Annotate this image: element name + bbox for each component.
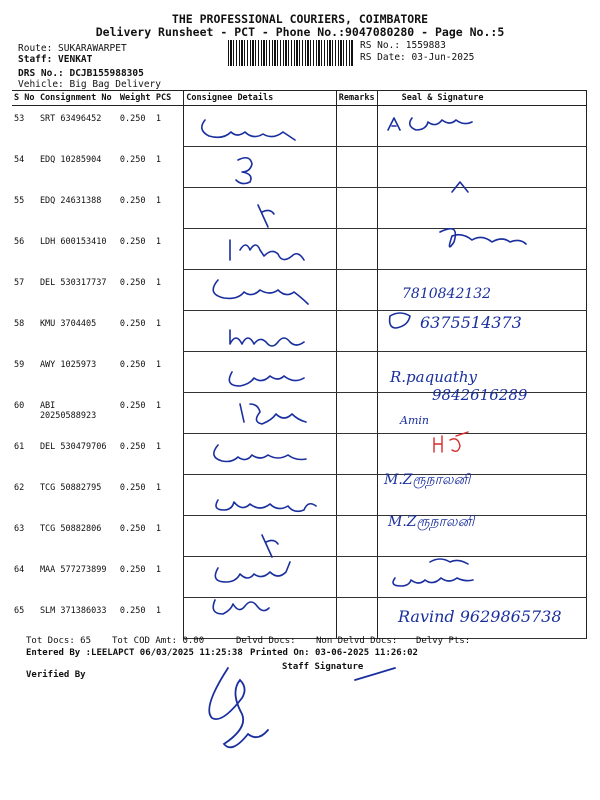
seal-text-63: M.Zரூநாலனி <box>388 514 475 530</box>
consignee-signature-59 <box>229 372 304 386</box>
header-sno: S No <box>12 91 38 106</box>
consignee-signature-60 <box>240 404 306 424</box>
cell-pcs: 1 <box>155 277 161 288</box>
cell-sno: 62 <box>14 482 25 493</box>
seal-signature-58-box <box>390 313 410 328</box>
consignee-signature-63 <box>262 535 278 557</box>
cell-weight: 0.250 <box>119 154 146 165</box>
cell-weight: 0.250 <box>119 482 146 493</box>
cell-sno: 58 <box>14 318 25 329</box>
consignee-signature-54 <box>236 158 252 184</box>
cell-weight: 0.250 <box>119 605 146 616</box>
total-docs: Tot Docs: 65 <box>26 636 92 646</box>
cell-pcs: 1 <box>155 441 161 452</box>
cell-sno: 55 <box>14 195 25 206</box>
cell-pcs: 1 <box>155 195 161 206</box>
cell-pcs: 1 <box>155 318 161 329</box>
seal-text-59-phone: 9842616289 <box>432 386 528 404</box>
cell-sno: 57 <box>14 277 25 288</box>
cell-weight: 0.250 <box>119 441 146 452</box>
seal-signature-64 <box>393 559 473 586</box>
header-pcs: PCS <box>154 91 184 106</box>
cell-pcs: 1 <box>155 400 161 411</box>
cell-pcs: 1 <box>155 523 161 534</box>
rs-date: RS Date: 03-Jun-2025 <box>360 52 475 63</box>
document-title: THE PROFESSIONAL COURIERS, COIMBATORE <box>171 12 429 26</box>
cell-consignment-no: EDQ 24631388 <box>39 195 102 206</box>
header-remarks: Remarks <box>336 91 377 106</box>
header-consignee: Consignee Details <box>184 91 337 106</box>
cell-pcs: 1 <box>155 154 161 165</box>
delivered-docs: Delvd Docs: <box>236 636 296 646</box>
cell-consignment-no: ABI 20250588923 <box>39 400 97 421</box>
cell-sno: 61 <box>14 441 25 452</box>
cell-consignment-no: DEL 530479706 <box>39 441 107 452</box>
staff-signature-label: Staff Signature <box>282 662 364 672</box>
seal-signature-53 <box>388 118 472 130</box>
document-subtitle: Delivery Runsheet - PCT - Phone No.:9047080280 - Page No.:5 <box>95 25 505 39</box>
seal-text-65: Ravind 9629865738 <box>398 607 562 626</box>
cell-weight: 0.250 <box>119 359 146 370</box>
seal-text-57: 7810842132 <box>402 286 492 302</box>
cell-pcs: 1 <box>155 605 161 616</box>
cell-consignment-no: TCG 50882806 <box>39 523 102 534</box>
consignee-signature-56 <box>230 240 304 260</box>
seal-text-60: Amin <box>400 414 429 427</box>
cell-consignment-no: LDH 600153410 <box>39 236 107 247</box>
total-cod-amount: Tot COD Amt: 0.00 <box>112 636 205 646</box>
consignee-signature-58 <box>230 330 304 346</box>
cell-sno: 59 <box>14 359 25 370</box>
cell-pcs: 1 <box>155 564 161 575</box>
cell-consignment-no: KMU 3704405 <box>39 318 97 329</box>
cell-pcs: 1 <box>155 236 161 247</box>
header-consignment: Consignment No <box>38 91 118 106</box>
consignee-signature-55 <box>258 205 274 227</box>
cell-sno: 53 <box>14 114 25 124</box>
header-weight: Weight <box>118 91 154 106</box>
cell-weight: 0.250 <box>119 114 146 124</box>
cell-weight: 0.250 <box>119 318 146 329</box>
cell-consignment-no: SRT 63496452 <box>39 114 102 124</box>
cell-sno: 54 <box>14 154 25 165</box>
staff-signature-scribble <box>209 668 395 747</box>
verified-by: Verified By <box>26 670 86 680</box>
consignee-signature-65 <box>213 600 269 614</box>
consignee-signature-62 <box>216 500 316 511</box>
cell-consignment-no: AWY 1025973 <box>39 359 97 370</box>
seal-text-59-name: R.paquathy <box>390 368 477 386</box>
cell-pcs: 1 <box>155 482 161 493</box>
seal-signature-55 <box>452 182 468 192</box>
seal-text-62: M.Zரூநாலனி <box>384 472 471 488</box>
cell-pcs: 1 <box>155 359 161 370</box>
consignee-signature-61 <box>214 445 306 462</box>
non-delivered-docs: Non Delvd Docs: <box>316 636 398 646</box>
cell-weight: 0.250 <box>119 195 146 206</box>
drs-number: DRS No.: DCJB155988305 <box>18 68 144 79</box>
cell-consignment-no: EDQ 10285904 <box>39 154 102 165</box>
route-label: Route: SUKARAWARPET <box>18 43 127 54</box>
cell-sno: 60 <box>14 400 25 411</box>
consignee-signature-57 <box>213 280 308 304</box>
seal-signature-56 <box>440 229 526 247</box>
vehicle-label: Vehicle: Big Bag Delivery <box>18 79 161 90</box>
seal-text-58: 6375514373 <box>420 313 522 332</box>
cell-consignment-no: DEL 530317737 <box>39 277 107 288</box>
consignee-signature-53 <box>202 120 295 140</box>
cell-consignment-no: SLM 371386033 <box>39 605 107 616</box>
cell-sno: 56 <box>14 236 25 247</box>
cell-sno: 65 <box>14 605 25 616</box>
staff-label: Staff: VENKAT <box>18 54 93 65</box>
cell-weight: 0.250 <box>119 564 146 575</box>
consignee-signature-64 <box>215 562 290 582</box>
cell-consignment-no: MAA 577273899 <box>39 564 107 575</box>
cell-weight: 0.250 <box>119 236 146 247</box>
cell-weight: 0.250 <box>119 523 146 534</box>
cell-consignment-no: TCG 50882795 <box>39 482 102 493</box>
cell-sno: 64 <box>14 564 25 575</box>
header-seal-signature: Seal & Signature <box>377 91 586 106</box>
cell-weight: 0.250 <box>119 400 146 411</box>
cell-sno: 63 <box>14 523 25 534</box>
delivery-points: Delvy Pts: <box>416 636 471 646</box>
rs-number: RS No.: 1559883 <box>360 40 446 51</box>
cell-pcs: 1 <box>155 114 161 124</box>
entered-by: Entered By :LEELAPCT 06/03/2025 11:25:38 <box>26 648 243 658</box>
printed-on: Printed On: 03-06-2025 11:26:02 <box>250 648 418 658</box>
seal-signature-61-red <box>434 432 468 452</box>
cell-weight: 0.250 <box>119 277 146 288</box>
